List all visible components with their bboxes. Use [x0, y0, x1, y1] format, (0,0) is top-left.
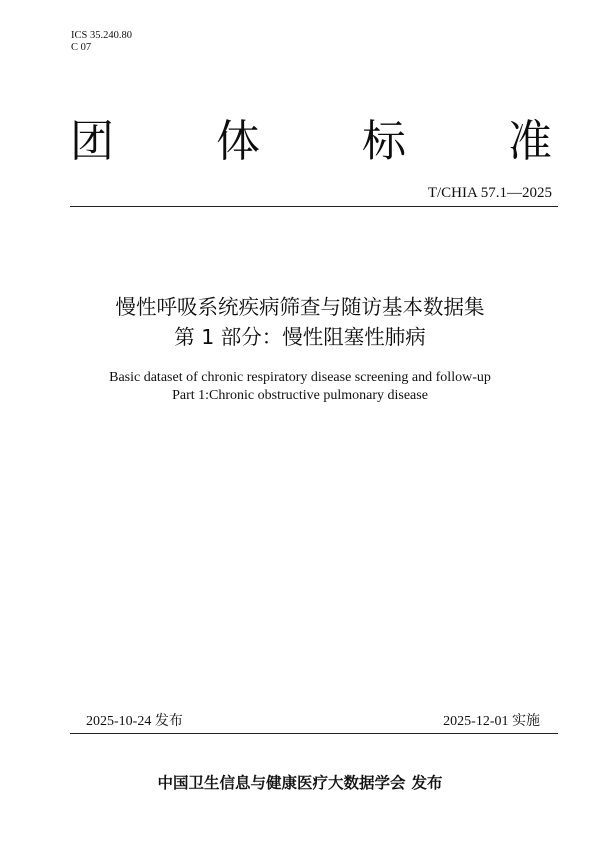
- english-title-line-1: Basic dataset of chronic respiratory disease screening and follow-up: [109, 370, 491, 385]
- title-char-4: 准: [508, 116, 552, 167]
- standard-number: T/CHIA 57.1—2025: [427, 185, 552, 201]
- document-type-title: [70, 116, 552, 168]
- title-char-2: 体: [216, 116, 260, 167]
- publisher-action: 发布: [411, 774, 443, 792]
- chinese-title-line-2: 第 1 部分：慢性阻塞性肺病: [174, 325, 426, 349]
- publisher-line: [0, 771, 600, 793]
- header-divider: [70, 206, 558, 207]
- title-char-1: 团: [70, 116, 114, 167]
- issue-date: 2025-10-24 发布: [86, 714, 183, 729]
- publisher-organization: 中国卫生信息与健康医疗大数据学会: [157, 774, 406, 792]
- classification-codes: [71, 30, 132, 54]
- english-title: [0, 369, 600, 405]
- chinese-title: [0, 292, 600, 352]
- ics-code: ICS 35.240.80: [71, 30, 132, 41]
- chinese-title-line-1: 慢性呼吸系统疾病筛查与随访基本数据集: [115, 295, 485, 319]
- implementation-date: 2025-12-01 实施: [443, 714, 540, 729]
- english-title-line-2: Part 1:Chronic obstructive pulmonary disease: [172, 388, 428, 403]
- footer-divider: [70, 733, 558, 734]
- title-char-3: 标: [362, 116, 406, 167]
- ccs-code: C 07: [71, 42, 92, 53]
